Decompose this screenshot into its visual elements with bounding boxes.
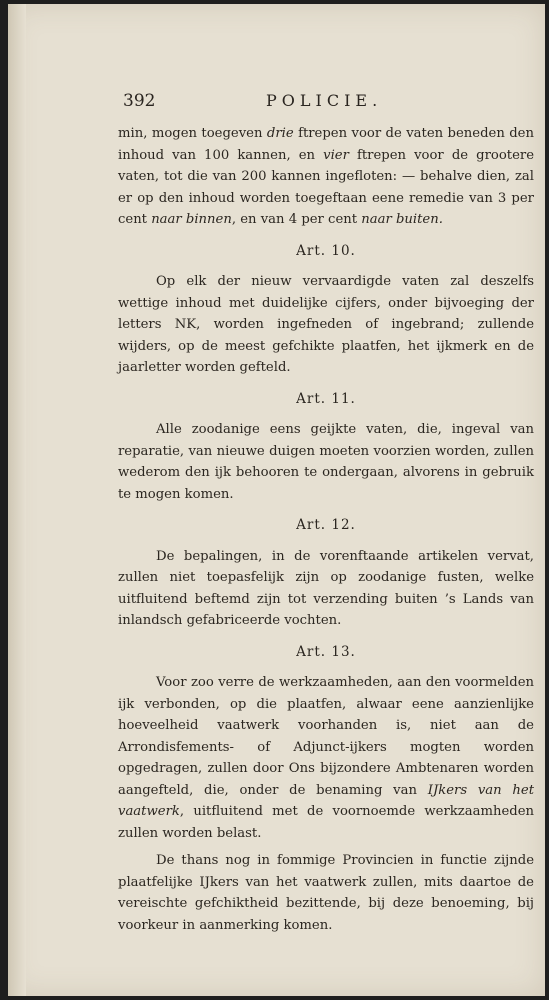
paragraph bbox=[118, 850, 534, 936]
text-run: Op elk der nieuw vervaardigde vaten zal deszelfs wettige inhoud met duidelijke cijfers, onder bijvoeging der letters NK, worden ingefneden of ingebrand; zullende wijders, op de meest gefchikte plaatfen, het ijkmerk en de jaarletter worden gefteld. bbox=[118, 274, 534, 375]
italic-phrase: vier bbox=[323, 147, 349, 163]
page-header bbox=[8, 91, 545, 111]
paragraph bbox=[118, 672, 534, 844]
article-heading: Art. 13. bbox=[296, 643, 356, 660]
text-run: De bepalingen, in de vorenftaande artikelen vervat, zullen niet toepasfelijk zijn op zoodanige fusten, welke uitfluitend beftemd zijn tot verzending buiten ’s Lands van inlandsch gefabriceerde vochten. bbox=[118, 548, 534, 628]
paragraph bbox=[118, 271, 534, 379]
paragraph bbox=[118, 546, 534, 632]
italic-phrase: drie bbox=[266, 126, 294, 141]
text-run: , en van 4 per cent bbox=[231, 212, 362, 227]
text-run: min, mogen toegeven bbox=[118, 126, 267, 141]
italic-phrase: IJkers van het vaatwerk bbox=[118, 782, 534, 819]
body-text bbox=[118, 123, 534, 936]
paragraph bbox=[118, 419, 534, 505]
running-title: POLICIE. bbox=[266, 91, 383, 110]
page-gutter bbox=[8, 4, 26, 996]
paragraph bbox=[118, 123, 534, 231]
article-heading: Art. 10. bbox=[296, 242, 356, 259]
text-run: , uitfluitend met de voornoemde werkzaamheden zullen worden belast. bbox=[118, 804, 534, 841]
text-run: Voor zoo verre de werkzaamheden, aan den voormelden ijk verbonden, op die plaatfen, alwaar eene aanzienlijke hoeveelheid vaatwerk voorhanden is, niet aan de Arrondisfements- of Adjunct-ijkers mogten worden opgedragen, zullen door Ons bijzondere Ambtenaren worden aangefteld, die, onder de benaming van bbox=[118, 675, 534, 798]
text-run: De thans nog in fommige Provincien in functie zijnde plaatfelijke IJkers van het vaatwerk zullen, mits daartoe de vereischte gefchiktheid bezittende, bij deze benoeming, bij voorkeur in aanmerking komen. bbox=[118, 853, 534, 933]
italic-phrase: naar buiten. bbox=[361, 212, 443, 227]
text-run: ftrepen voor de vaten beneden den inhoud van 100 kannen, en bbox=[118, 126, 534, 163]
page-number: 392 bbox=[123, 91, 156, 111]
text-run: ftrepen voor de grootere vaten, tot die van 200 kannen ingefloten: — behalve dien, zal er op den inhoud worden toegeftaan eene remedie van 3 per cent bbox=[118, 147, 534, 227]
book-page bbox=[8, 4, 545, 996]
text-run: Alle zoodanige eens geijkte vaten, die, ingeval van reparatie, van nieuwe duigen moeten voorzien worden, zullen wederom den ijk behooren te ondergaan, alvorens in gebruik te mogen komen. bbox=[118, 422, 534, 502]
article-heading: Art. 11. bbox=[296, 390, 356, 407]
italic-phrase: naar binnen bbox=[151, 212, 232, 227]
article-heading: Art. 12. bbox=[296, 517, 356, 533]
